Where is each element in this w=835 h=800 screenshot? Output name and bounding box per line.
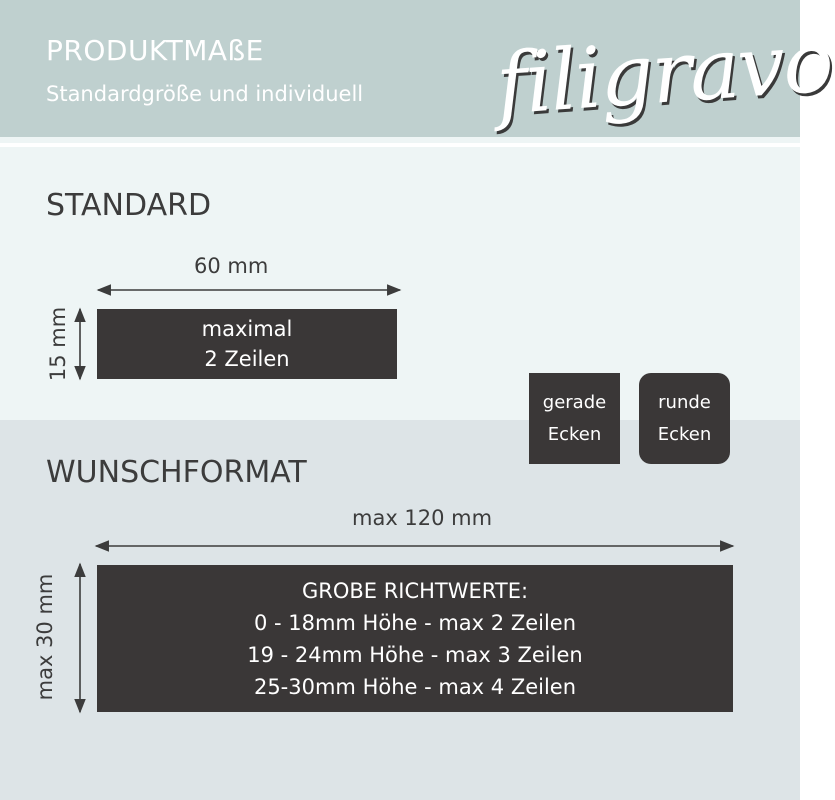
standard-height-label: 15 mm: [46, 306, 70, 382]
custom-heading: WUNSCHFORMAT: [46, 455, 307, 490]
page-subtitle: Standardgröße und individuell: [46, 82, 364, 106]
custom-width-label: max 120 mm: [352, 506, 493, 530]
standard-heading: STANDARD: [46, 188, 212, 223]
standard-box-line: maximal: [201, 317, 293, 341]
standard-box-line: 2 Zeilen: [204, 347, 290, 371]
custom-height-label: max 30 mm: [33, 573, 57, 701]
corner-label: runde: [658, 391, 711, 413]
corner-label: Ecken: [547, 423, 602, 445]
custom-box-line: GROBE RICHTWERTE:: [301, 578, 529, 603]
page-title: PRODUKTMAßE: [46, 34, 264, 67]
corner-label: gerade: [542, 391, 607, 413]
custom-box-line: 25-30mm Höhe - max 4 Zeilen: [253, 674, 577, 699]
standard-width-label: 60 mm: [194, 254, 269, 278]
custom-box-line: 19 - 24mm Höhe - max 3 Zeilen: [247, 642, 583, 667]
corner-label: Ecken: [657, 423, 712, 445]
brand-logo: filigravo: [492, 12, 835, 134]
custom-box-line: 0 - 18mm Höhe - max 2 Zeilen: [253, 610, 577, 635]
